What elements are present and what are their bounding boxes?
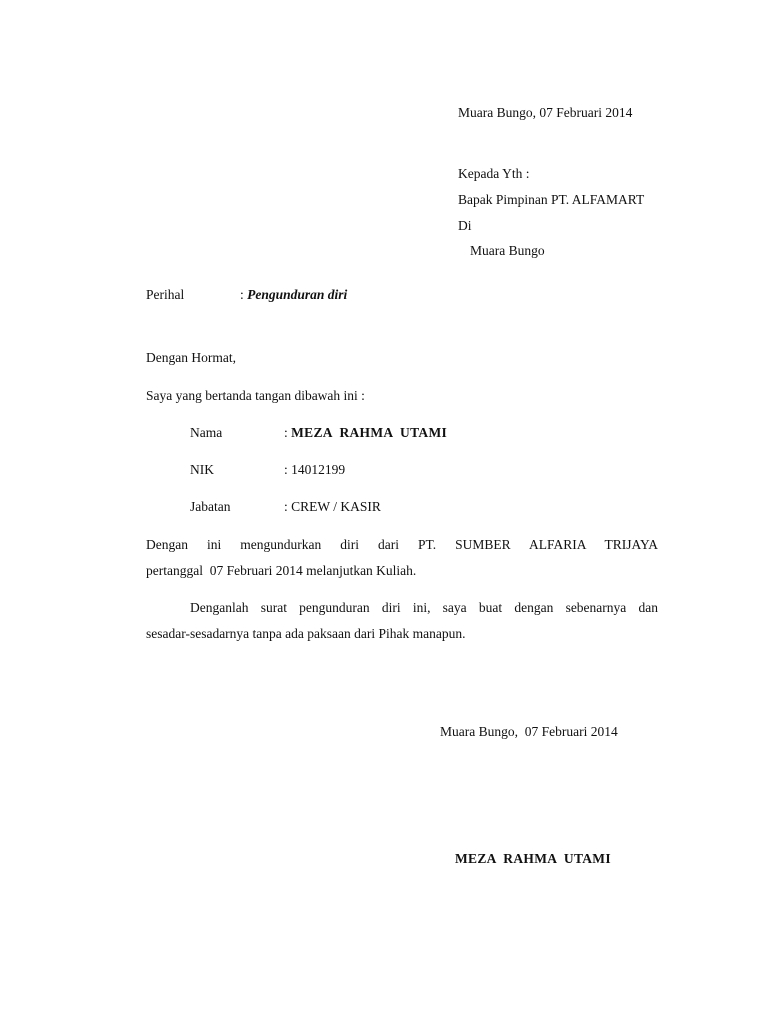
field-value-nik: 14012199 (291, 462, 346, 477)
paragraph-1-line-1: Dengan ini mengundurkan diri dari PT. SUMBER ALFARIA TRIJAYA (146, 537, 658, 552)
field-separator: : (284, 462, 288, 477)
field-label-jabatan: Jabatan (190, 499, 231, 514)
recipient-line-3: Di (458, 218, 472, 233)
greeting: Dengan Hormat, (146, 350, 236, 365)
field-value-jabatan-wrapper (284, 498, 381, 516)
closing-place-date: Muara Bungo, 07 Februari 2014 (440, 724, 618, 739)
recipient-line-1: Kepada Yth : (458, 166, 530, 181)
paragraph-2-line-2: sesadar-sesadarnya tanpa ada paksaan dari Pihak manapun. (146, 626, 466, 641)
field-separator: : (284, 425, 288, 440)
field-value-nama: MEZA RAHMA UTAMI (291, 425, 448, 440)
recipient-line-4: Muara Bungo (470, 243, 545, 258)
subject-label: Perihal (146, 287, 185, 302)
field-label-nama: Nama (190, 425, 223, 440)
header-place-date: Muara Bungo, 07 Februari 2014 (458, 105, 633, 120)
field-label-nik: NIK (190, 462, 214, 477)
paragraph-1-line-2: pertanggal 07 Februari 2014 melanjutkan Kuliah. (146, 563, 417, 578)
recipient-line-2: Bapak Pimpinan PT. ALFAMART (458, 192, 645, 207)
intro-text: Saya yang bertanda tangan dibawah ini : (146, 388, 365, 403)
signatory-name: MEZA RAHMA UTAMI (455, 851, 611, 866)
subject-separator: : (240, 287, 244, 302)
field-value-nik-wrapper (284, 461, 345, 479)
subject-value: Pengunduran diri (247, 287, 348, 302)
field-value-nama-wrapper (284, 424, 447, 442)
paragraph-2-line-1: Denganlah surat pengunduran diri ini, saya buat dengan sebenarnya dan (190, 600, 658, 615)
field-value-jabatan: CREW / KASIR (291, 499, 381, 514)
subject-value-wrapper (240, 286, 347, 304)
field-separator: : (284, 499, 288, 514)
